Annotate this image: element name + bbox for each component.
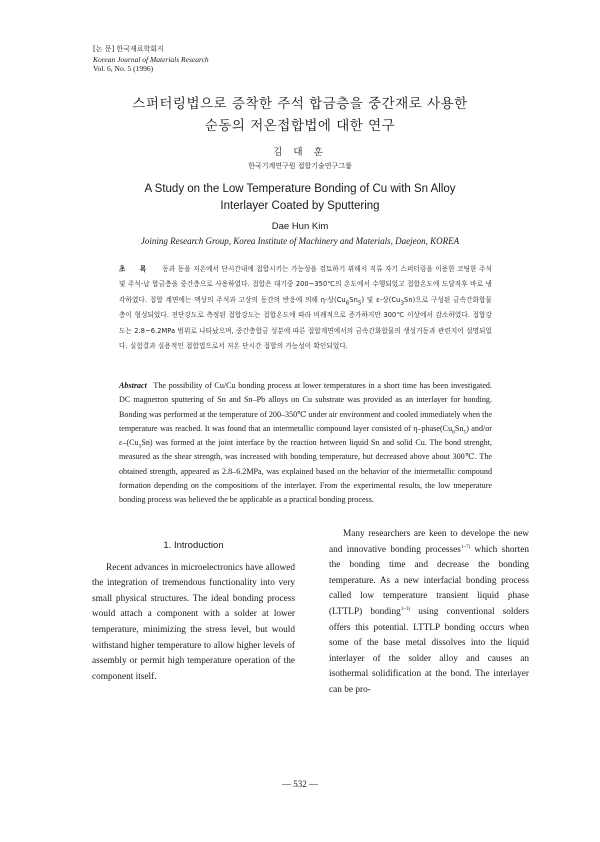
subscript: 5 [463,429,467,436]
subscript: 3 [400,300,405,307]
page-number: — 532 — [282,779,318,789]
journal-name-en: Korean Journal of Materials Research [93,54,209,64]
affiliation-english: Joining Research Group, Korea Institute of Machinery and Materials, Daejeon, KOREA [140,236,460,246]
paragraph-text: Many researchers are keen to develope the new and innovative bonding processes [329,529,529,555]
affiliation-korean: 한국기계연구원 접합기술연구그룹 [248,162,352,170]
abstract-korean-label: 초 록 [119,265,153,273]
introduction-paragraph-1: Recent advances in microelectronics have allowed the integration of tremendous functionality into very small physical structures. The ideal bonding process would attach a component with a solder at lower temperature, minimizing the stress level, but would withstand higher temperature to allow higher levels of assembly or permit high temperature operation of the component itself. [92,562,295,682]
author-english: Dae Hun Kim [271,221,329,232]
abstract-english-text: Sn [454,423,464,433]
abstract-english-text: The possibility of Cu/Cu bonding process at lower temperatures in a short time has been investigated. DC magnetron sputtering of Sn and Sn–Pb alloys on Cu substrate was provided as an interlayer for bonding. Bonding was performed at the temperature of 200–350℃ under air environment and cooled immediately when the temperature was reached. It was found that an intermetallic compound layer consisted of η–phase(Cu [119,381,492,433]
abstract-korean [119,262,492,354]
abstract-korean-text: Sn)으로 구성된 금속간화합물 층이 형성되었다. 전단강도로 측정된 접합강도는 접합온도에 따라 비례적으로 증가하지만 300℃ 이상에서 감소하였다. 접합강도는 2.8~6.2MPa 범위로 나타났으며, 중간층합금 성분에 따른 접합계면에서의 금속간화합물의 생성거동과 관련지어 설명되었다. 실험결과 실용적인 접합법으로서 저온 단시간 접합의 가능성이 확인되었다. [119,295,492,351]
body-column-right [329,527,529,699]
title-korean-line1: 스퍼터링법으로 증착한 주석 합금층을 중간재로 사용한 [132,96,468,112]
abstract-english-label: Abstract [119,381,147,390]
author-korean: 김 대 훈 [273,147,327,158]
citation-reference: 1~3) [400,606,411,612]
abstract-english [119,379,492,508]
subscript: 6 [345,300,350,307]
journal-volume: Vol. 6, No. 5 (1996) [93,64,154,73]
title-english [60,181,540,215]
title-english-line1: A Study on the Low Temperature Bonding of Cu with Sn Alloy [144,183,456,195]
subscript: 3 [138,443,142,450]
journal-header [93,45,209,74]
abstract-korean-text: Sn [349,295,358,304]
subscript: 5 [357,300,362,307]
abstract-english-text: ) and/or ε–(Cu [119,423,492,448]
body-column-left [92,528,295,685]
abstract-korean-text: 동과 동을 저온에서 단시간내에 접합시키는 가능성을 검토하기 위해서 직류 자기 스퍼터링을 이용한 코팅한 주석 및 주석-납 합금층을 중간층으로 사용하였다. 접합은 대기중 200~350℃의 온도에서 수행되었고 접합온도에 도달직후 바로 냉각하였다. 접합 계면에는 액상의 주석과 고상의 동간의 반응에 의해 η-상(Cu [119,265,492,304]
paragraph-text: using conventional solders offers this potential. LTTLP bonding occurs when some of the base metal dissolves into the liquid interlayer of the solder alloy and causes an isothermal solidification at the bond. The interlayer can be pro- [329,606,529,695]
abstract-english-text: Sn) was formed at the joint interface by the reaction between liquid Sn and solid Cu. The bond strenght, measured as the shear strength, was increased with bonding temperature, but decreased above about 300℃. The obtained strength, appeared as 2.8–6.2MPa, was explained based on the behavior of the intermetallic compound formation depending on the compositions of the interlayer. From the experimental results, the low tmeperature bonding process was believed the be applicable as a practical bonding process. [119,438,492,505]
title-korean [60,93,540,137]
introduction-paragraph-2 [329,527,529,699]
title-english-line2: Interlayer Coated by Sputtering [220,200,380,212]
subscript: 6 [452,429,455,436]
section-heading-introduction: 1. Introduction [163,540,224,551]
citation-reference: 1~7) [460,544,471,550]
abstract-korean-text: ) 및 ε-상(Cu [361,295,401,304]
journal-name-ko: [논 문] 한국재료학회지 [93,45,164,53]
paragraph-text: which shorten the bonding time and decrease the bonding temperature. As a new interfacial bonding process called low temperature transient liquid phase (LTTLP) bonding [329,544,529,617]
title-korean-line2: 순동의 저온접합법에 대한 연구 [204,118,396,134]
